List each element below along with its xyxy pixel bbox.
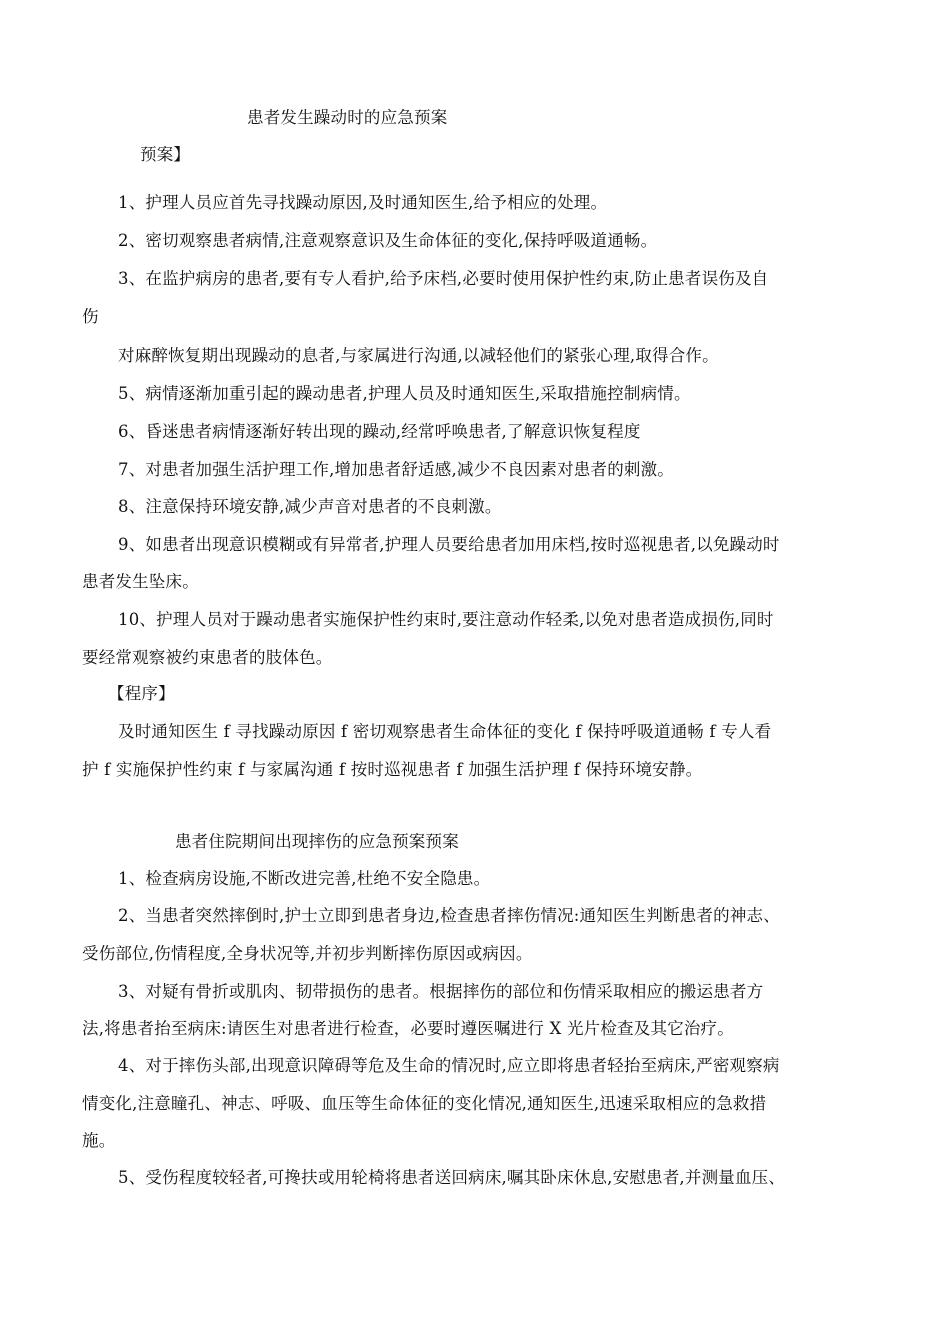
paragraph-line: 情变化,注意瞳孔、神志、呼吸、血压等生命体征的变化情况,通知医生,迅速采取相应的急救措 [82, 1094, 767, 1113]
paragraph-line: 施。 [82, 1131, 116, 1150]
paragraph-line: 6、昏迷患者病情逐渐好转出现的躁动,经常呼唤患者,了解意识恢复程度 [118, 422, 641, 441]
paragraph-line: 9、如患者出现意识模糊或有异常者,护理人员要给患者加用床档,按时巡视患者,以免躁动时 [118, 535, 780, 554]
paragraph-line: 伤 [82, 307, 99, 326]
paragraph-line: 5、受伤程度较轻者,可搀扶或用轮椅将患者送回病床,嘱其卧床休息,安慰患者,并测量血压、 [118, 1168, 786, 1187]
paragraph-line: 对麻醉恢复期出现躁动的息者,与家属进行沟通,以减轻他们的紧张心理,取得合作。 [118, 346, 719, 365]
section-title: 患者发生躁动时的应急预案 [247, 108, 448, 127]
paragraph-line: 法,将患者抬至病床:请医生对患者进行检查，必要时遵医嘱进行 X 光片检查及其它治疗。 [82, 1019, 734, 1038]
section-subheading: 预案】 [140, 145, 191, 164]
paragraph-line: 1、检查病房设施,不断改进完善,杜绝不安全隐患。 [118, 869, 491, 888]
procedure-line: 及时通知医生 f 寻找躁动原因 f 密切观察患者生命体征的变化 f 保持呼吸道通畅 f 专人看 [118, 722, 772, 741]
paragraph-line: 8、注意保持环境安静,减少声音对患者的不良刺激。 [118, 497, 502, 516]
procedure-heading: 【程序】 [108, 684, 175, 703]
section-title: 患者住院期间出现摔伤的应急预案预案 [175, 832, 459, 851]
paragraph-line: 3、在监护病房的患者,要有专人看护,给予床档,必要时使用保护性约束,防止患者误伤及自 [118, 269, 769, 288]
paragraph-line: 要经常观察被约束患者的肢体色。 [82, 648, 333, 667]
paragraph-line: 7、对患者加强生活护理工作,增加患者舒适感,减少不良因素对患者的刺激。 [118, 460, 674, 479]
paragraph-line: 受伤部位,伤情程度,全身状况等,并初步判断摔伤原因或病因。 [82, 944, 533, 963]
paragraph-line: 5、病情逐渐加重引起的躁动患者,护理人员及时通知医生,采取措施控制病情。 [118, 384, 691, 403]
paragraph-line: 3、对疑有骨折或肌肉、韧带损伤的患者。根据摔伤的部位和伤情采取相应的搬运患者方 [118, 982, 764, 1001]
paragraph-line: 1、护理人员应首先寻找躁动原因,及时通知医生,给予相应的处理。 [118, 193, 608, 212]
paragraph-line: 4、对于摔伤头部,出现意识障碍等危及生命的情况时,应立即将患者轻抬至病床,严密观察病 [118, 1056, 780, 1075]
procedure-line: 护 f 实施保护性约束 f 与家属沟通 f 按时巡视患者 f 加强生活护理 f 保持环境安静。 [82, 760, 703, 779]
paragraph-line: 2、当患者突然摔倒时,护士立即到患者身边,检查患者摔伤情况:通知医生判断患者的神志、 [118, 906, 780, 925]
paragraph-line: 患者发生坠床。 [82, 572, 199, 591]
paragraph-line: 10、护理人员对于躁动患者实施保护性约束时,要注意动作轻柔,以免对患者造成损伤,同时 [118, 610, 774, 629]
paragraph-line: 2、密切观察患者病情,注意观察意识及生命体征的变化,保持呼吸道通畅。 [118, 231, 658, 250]
